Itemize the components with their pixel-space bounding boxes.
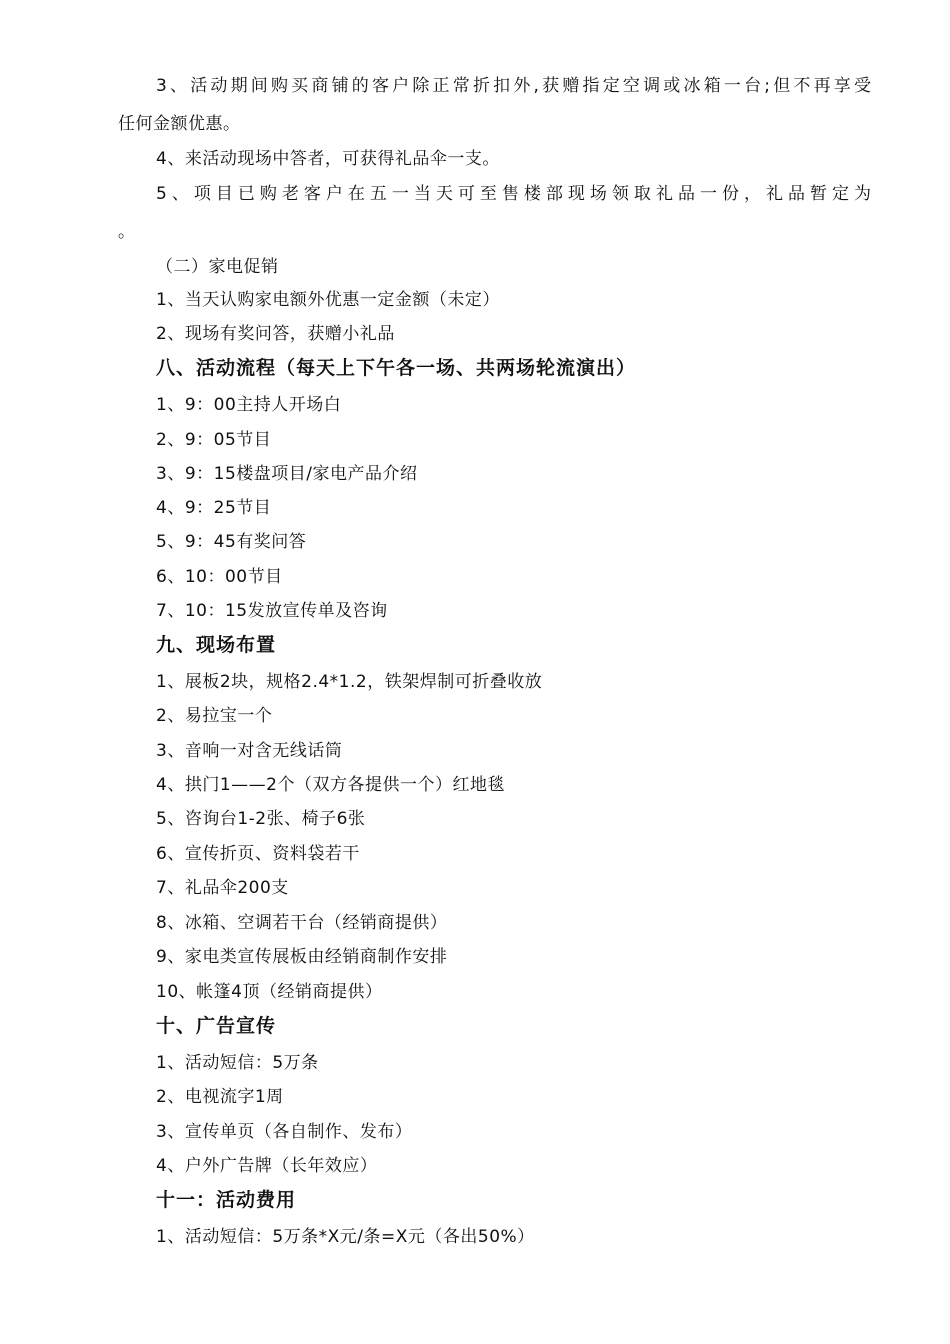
setup-item: 9、家电类宣传展板由经销商制作安排 [156,947,448,967]
promo-item-3-line-2: 任何金额优惠。 [118,114,241,134]
promo-item-5-line-1: 5、项目已购老客户在五一当天可至售楼部现场领取礼品一份，礼品暂定为 [156,184,871,204]
cost-item: 1、活动短信：5万条*X元/条=X元（各出50%） [156,1227,535,1247]
setup-item: 3、音响一对含无线话筒 [156,741,343,761]
setup-item: 5、咨询台1-2张、椅子6张 [156,809,366,829]
schedule-item: 6、10：00节目 [156,567,283,587]
schedule-item: 5、9：45有奖问答 [156,532,307,552]
schedule-item: 4、9：25节目 [156,498,272,518]
promo-item-5-line-2: 。 [118,222,136,242]
setup-item: 10、帐篷4顶（经销商提供） [156,982,383,1002]
advertising-item: 4、户外广告牌（长年效应） [156,1156,378,1176]
setup-item: 2、易拉宝一个 [156,706,273,726]
section-9-heading: 九、现场布置 [156,634,277,656]
setup-item: 8、冰箱、空调若干台（经销商提供） [156,913,448,933]
schedule-item: 2、9：05节目 [156,430,272,450]
advertising-item: 3、宣传单页（各自制作、发布） [156,1122,413,1142]
promo-item-3-line-1: 3、活动期间购买商铺的客户除正常折扣外,获赠指定空调或冰箱一台;但不再享受 [156,76,871,96]
setup-item: 1、展板2块，规格2.4*1.2，铁架焊制可折叠收放 [156,672,543,692]
setup-item: 7、礼品伞200支 [156,878,289,898]
appliance-promo-item: 1、当天认购家电额外优惠一定金额（未定） [156,290,500,310]
promo-item-4: 4、来活动现场中答者，可获得礼品伞一支。 [156,149,500,169]
setup-item: 4、拱门1——2个（双方各提供一个）红地毯 [156,775,505,795]
schedule-item: 3、9：15楼盘项目/家电产品介绍 [156,464,418,484]
advertising-item: 1、活动短信：5万条 [156,1053,319,1073]
section-8-heading: 八、活动流程（每天上下午各一场、共两场轮流演出） [156,357,637,379]
section-11-heading: 十一：活动费用 [156,1189,297,1211]
appliance-promo-heading: （二）家电促销 [156,257,279,277]
schedule-item: 1、9：00主持人开场白 [156,395,342,415]
appliance-promo-item: 2、现场有奖问答，获赠小礼品 [156,324,395,344]
schedule-item: 7、10：15发放宣传单及咨询 [156,601,388,621]
setup-item: 6、宣传折页、资料袋若干 [156,844,360,864]
advertising-item: 2、电视流字1周 [156,1087,284,1107]
section-10-heading: 十、广告宣传 [156,1015,277,1037]
